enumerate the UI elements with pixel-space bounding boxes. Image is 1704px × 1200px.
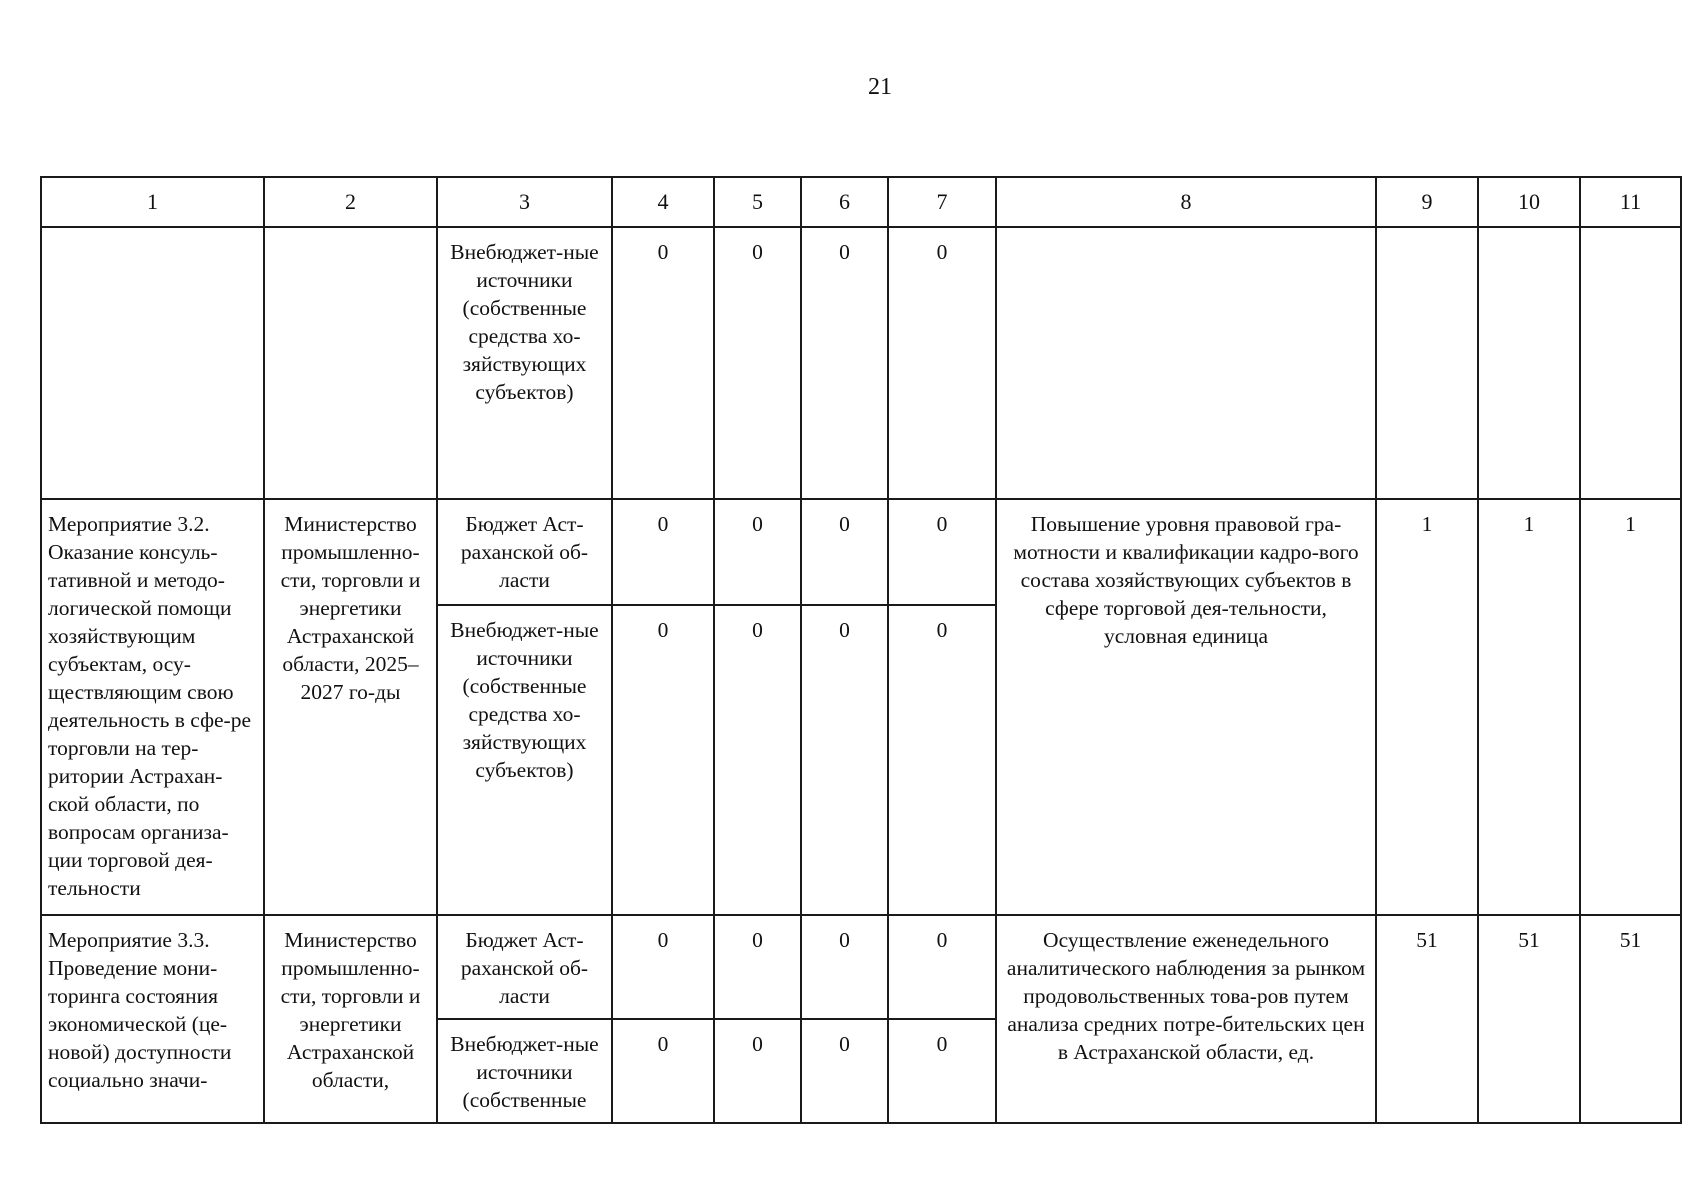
cell-target: 51	[1580, 915, 1681, 1123]
table-row	[41, 227, 1681, 499]
cell-value: 0	[801, 499, 888, 605]
cell-value: 0	[801, 227, 888, 499]
cell-value: 0	[612, 1019, 714, 1123]
cell-target	[1478, 227, 1580, 499]
cell-target: 1	[1376, 499, 1478, 915]
cell-value: 0	[612, 227, 714, 499]
header-col-9: 9	[1376, 177, 1478, 227]
cell-target	[1580, 227, 1681, 499]
cell-event	[41, 227, 264, 499]
cell-target: 1	[1580, 499, 1681, 915]
header-col-4: 4	[612, 177, 714, 227]
cell-value: 0	[888, 227, 996, 499]
cell-value: 0	[888, 499, 996, 605]
cell-source: Внебюджет-ные источники (собственные	[437, 1019, 612, 1123]
cell-value: 0	[801, 915, 888, 1019]
header-col-3: 3	[437, 177, 612, 227]
header-col-6: 6	[801, 177, 888, 227]
cell-value: 0	[801, 605, 888, 915]
cell-value: 0	[612, 499, 714, 605]
header-row	[41, 177, 1681, 227]
program-table	[40, 176, 1682, 1124]
cell-value: 0	[714, 605, 801, 915]
cell-source: Бюджет Аст-раханской об-ласти	[437, 499, 612, 605]
cell-value: 0	[801, 1019, 888, 1123]
table-row	[41, 915, 1681, 1019]
header-col-2: 2	[264, 177, 437, 227]
cell-event: Мероприятие 3.2. Оказание консуль-тативной и методо-логической помощи хозяйствующим субъектам, осу-ществляющим свою деятельность в сфе-ре торговли на тер-ритории Астрахан-ской области, по вопросам организа-ции торговой дея-тельности	[41, 499, 264, 915]
header-col-7: 7	[888, 177, 996, 227]
table-row	[41, 499, 1681, 605]
cell-indicator: Повышение уровня правовой гра-мотности и квалификации кадро-вого состава хозяйствующих субъектов в сфере торговой дея-тельности, условная единица	[996, 499, 1376, 915]
cell-target: 1	[1478, 499, 1580, 915]
cell-executor	[264, 227, 437, 499]
cell-target	[1376, 227, 1478, 499]
cell-value: 0	[714, 1019, 801, 1123]
cell-value: 0	[612, 915, 714, 1019]
cell-value: 0	[888, 1019, 996, 1123]
cell-indicator	[996, 227, 1376, 499]
cell-value: 0	[714, 227, 801, 499]
cell-value: 0	[714, 499, 801, 605]
cell-value: 0	[612, 605, 714, 915]
cell-value: 0	[714, 915, 801, 1019]
header-col-1: 1	[41, 177, 264, 227]
cell-source: Внебюджет-ные источники (собственные средства хо-зяйствующих субъектов)	[437, 605, 612, 915]
page-number: 21	[868, 74, 892, 100]
cell-value: 0	[888, 915, 996, 1019]
cell-event: Мероприятие 3.3. Проведение мони-торинга состояния экономической (це-новой) доступности социально значи-	[41, 915, 264, 1123]
cell-source: Внебюджет-ные источники (собственные средства хо-зяйствующих субъектов)	[437, 227, 612, 499]
cell-value: 0	[888, 605, 996, 915]
header-col-5: 5	[714, 177, 801, 227]
cell-source: Бюджет Аст-раханской об-ласти	[437, 915, 612, 1019]
cell-target: 51	[1478, 915, 1580, 1123]
cell-target: 51	[1376, 915, 1478, 1123]
cell-executor: Министерство промышленно-сти, торговли и энергетики Астраханской области, 2025–2027 го-ды	[264, 499, 437, 915]
cell-indicator: Осуществление еженедельного аналитического наблюдения за рынком продовольственных това-ров путем анализа средних потре-бительских цен в Астраханской области, ед.	[996, 915, 1376, 1123]
header-col-11: 11	[1580, 177, 1681, 227]
cell-executor: Министерство промышленно-сти, торговли и энергетики Астраханской области,	[264, 915, 437, 1123]
header-col-10: 10	[1478, 177, 1580, 227]
header-col-8: 8	[996, 177, 1376, 227]
